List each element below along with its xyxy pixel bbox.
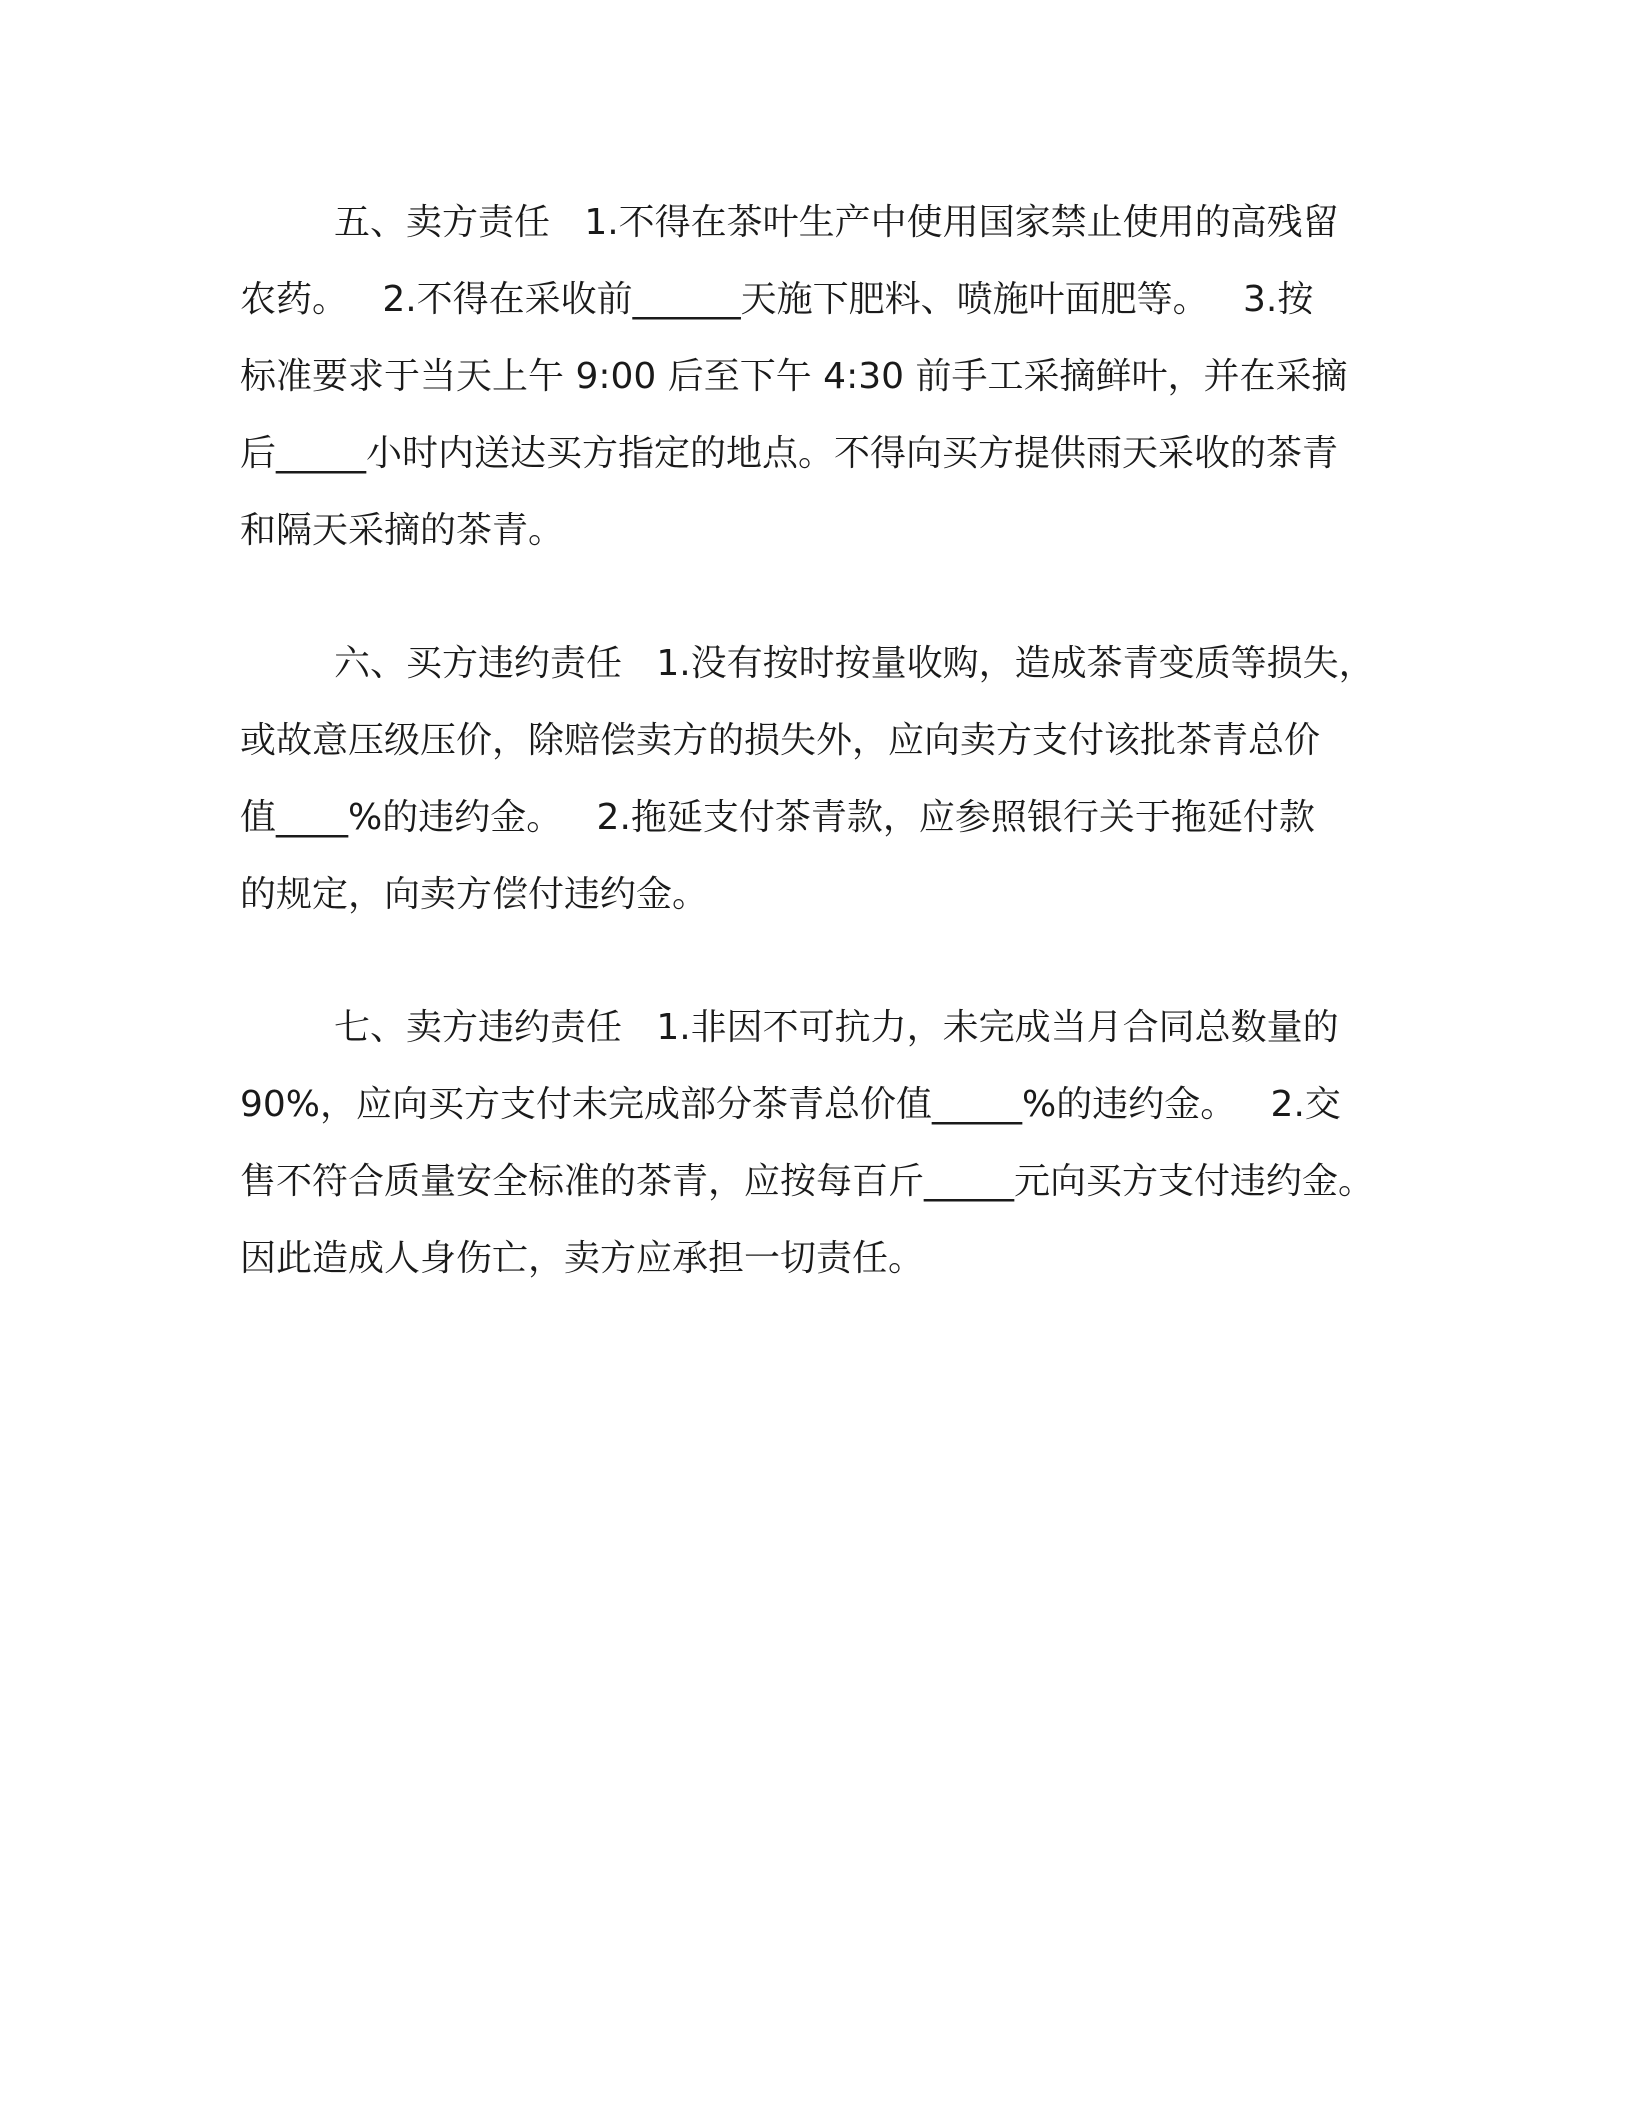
text-line: 六、买方违约责任 1.没有按时按量收购，造成茶青变质等损失， xyxy=(334,643,1375,684)
document-body xyxy=(240,184,1400,1353)
text-line: 值____%的违约金。 2.拖延支付茶青款，应参照银行关于拖延付款 xyxy=(240,797,1315,838)
section-seller-responsibility xyxy=(240,184,1400,569)
text-line: 售不符合质量安全标准的茶青，应按每百斤_____元向买方支付违约金。 xyxy=(240,1161,1375,1202)
text-line: 标准要求于当天上午 9:00 后至下午 4:30 前手工采摘鲜叶，并在采摘 xyxy=(240,356,1348,397)
text-line: 和隔天采摘的茶青。 xyxy=(240,510,565,551)
text-line: 七、卖方违约责任 1.非因不可抗力，未完成当月合同总数量的 xyxy=(334,1007,1339,1048)
text-line: 90%，应向买方支付未完成部分茶青总价值_____%的违约金。 2.交 xyxy=(240,1084,1341,1125)
text-line: 后_____小时内送达买方指定的地点。不得向买方提供雨天采收的茶青 xyxy=(240,433,1339,474)
text-line: 农药。 2.不得在采收前______天施下肥料、喷施叶面肥等。 3.按 xyxy=(240,279,1314,320)
text-line: 的规定，向卖方偿付违约金。 xyxy=(240,874,709,915)
text-line: 或故意压级压价，除赔偿卖方的损失外，应向卖方支付该批茶青总价 xyxy=(240,720,1321,761)
section-buyer-breach xyxy=(240,625,1400,933)
text-line: 五、卖方责任 1.不得在茶叶生产中使用国家禁止使用的高残留 xyxy=(334,202,1339,243)
section-seller-breach xyxy=(240,989,1400,1297)
text-line: 因此造成人身伤亡，卖方应承担一切责任。 xyxy=(240,1238,925,1279)
